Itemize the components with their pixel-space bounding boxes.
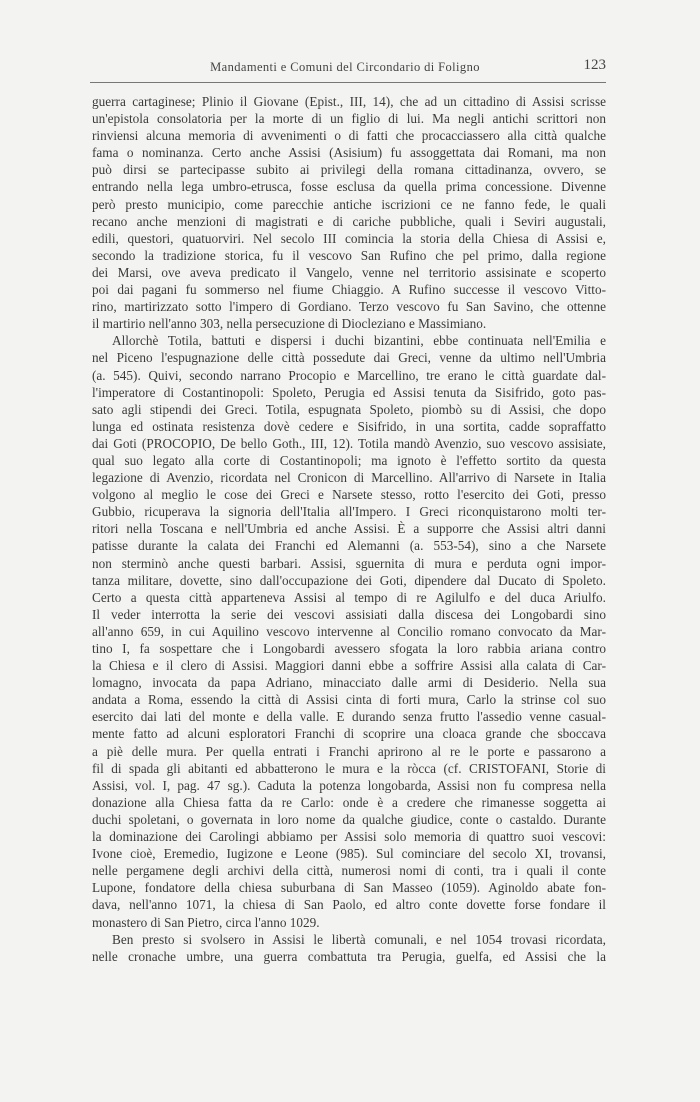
text-line: secondo la tradizione storica, fu il vescovo San Rufino che pel primo, dalla regione bbox=[92, 247, 606, 263]
text-line: ritori nella Toscana e nell'Umbria ed anche Assisi. È a supporre che Assisi altri danni bbox=[92, 521, 606, 537]
text-line: a piè delle mura. Per quella entrati i Franchi aprirono al re le porte e passarono a bbox=[92, 743, 606, 759]
text-line: Ivone cioè, Eremedio, Iugizone e Leone (985). Sul cominciare del secolo XI, trovansi, bbox=[92, 846, 606, 862]
text-line: entrando nella lega umbro-etrusca, fosse esclusa da quella prima concessione. Divenne bbox=[92, 179, 606, 195]
text-line: non sterminò anche questi barbari. Assisi, sguernita di mura e perduta ogni impor- bbox=[92, 555, 606, 571]
text-line: Lupone, fondatore della chiesa suburbana di San Masseo (1059). Aginoldo abate fon- bbox=[92, 880, 606, 896]
text-line: dei Marsi, ove aveva predicato il Vangelo, venne nel territorio assisinate e scoperto bbox=[92, 264, 606, 280]
text-line: Allorchè Totila, battuti e dispersi i duchi bizantini, ebbe continuata nell'Emilia e bbox=[112, 333, 606, 349]
text-line: recano anche menzioni di magistrati e di cariche pubbliche, quali i Seviri augustali, bbox=[92, 213, 606, 229]
text-line: la Chiesa e il clero di Assisi. Maggiori danni ebbe a soffrire Assisi alla calata di Car- bbox=[92, 658, 606, 674]
text-line: mente fatto ad alcuni esploratori Franchi di scoprire una cloaca grande che sboccava bbox=[92, 726, 606, 742]
text-line: tanza militare, dovette, sino dall'occupazione dei Goti, dipendere dal Ducato di Spoleto. bbox=[92, 572, 606, 588]
text-line: però presto municipio, come parecchie antiche iscrizioni ce ne fanno fede, le quali bbox=[92, 196, 606, 212]
text-line: legazione di Avenzio, ricordata nel Cronicon di Marcellino. All'arrivo di Narsete in Italia bbox=[92, 470, 606, 486]
text-line: può dirsi se partecipasse subito ai privilegi della romana cittadinanza, ovvero, se bbox=[92, 162, 606, 178]
body-text bbox=[92, 93, 606, 965]
text-line: volgono al meglio le cose dei Greci e Narsete stesso, rotto l'esercito dei Goti, presso bbox=[92, 487, 606, 503]
text-line: lomagno, invocata da papa Adriano, minacciato dalle armi di Desiderio. Nella sua bbox=[92, 675, 606, 691]
paragraph bbox=[92, 93, 606, 332]
text-line: fil di spada gli abitanti ed abbatterono le mura e la ròcca (cf. CRISTOFANI, Storie di bbox=[92, 760, 606, 776]
text-line: duchi spoletani, o governata in loro nome da qualche giudice, conte o castaldo. Durante bbox=[92, 811, 606, 827]
text-line: poi dai pagani fu sommerso nel fiume Chiaggio. A Rufino successe il vescovo Vitto- bbox=[92, 282, 606, 298]
text-line: rinviensi alcuna memoria di avvenimenti o di fatti che procacciassero alla città qualche bbox=[92, 128, 606, 144]
text-line: sato agli stipendi dei Greci. Totila, espugnata Spoleto, piombò su di Assisi, che dopo bbox=[92, 401, 606, 417]
text-line: nel Piceno l'espugnazione delle città possedute dai Greci, venne da ultimo nell'Umbria bbox=[92, 350, 606, 366]
text-line: dai Goti (PROCOPIO, De bello Goth., III, 12). Totila mandò Avenzio, suo vescovo assisiate, bbox=[92, 435, 606, 451]
text-line: Il veder interrotta la serie dei vescovi assisiati dalla discesa dei Longobardi sino bbox=[92, 606, 606, 622]
paragraph bbox=[92, 931, 606, 965]
text-line: nelle pergamene degli archivi della città, numerosi nomi di conti, tra i quali il conte bbox=[92, 863, 606, 879]
page-number: 123 bbox=[583, 57, 606, 73]
text-line: Ben presto si svolsero in Assisi le libertà comunali, e nel 1054 trovasi ricordata, bbox=[112, 931, 606, 947]
text-line: nelle cronache umbre, una guerra combattuta tra Perugia, guelfa, ed Assisi che la bbox=[92, 948, 606, 964]
text-line: un'epistola consolatoria per la morte di un figlio di lui. Ma negli antichi scrittori non bbox=[92, 111, 606, 127]
text-line: all'anno 659, in cui Aquilino vescovo intervenne al Concilio romano convocato da Mar- bbox=[92, 623, 606, 639]
text-line: edili, questori, quatuorviri. Nel secolo III comincia la storia della Chiesa di Assisi e, bbox=[92, 230, 606, 246]
text-line: andata a Roma, essendo la città di Assisi cinta di forti mura, Carlo la strinse col suo bbox=[92, 692, 606, 708]
text-line: rino, martirizzato sotto l'impero di Gordiano. Terzo vescovo fu San Savino, che ottenne bbox=[92, 299, 606, 315]
text-line: donazione alla Chiesa fatta da re Carlo: onde è a credere che rimanesse soggetta ai bbox=[92, 794, 606, 810]
text-line: tino I, fa sospettare che i Longobardi avessero sfogata la loro rabbia ariana contro bbox=[92, 641, 606, 656]
text-line: Gubbio, ricuperava la signoria dell'Italia all'Impero. I Greci riconquistarono molti ter- bbox=[92, 504, 606, 520]
text-line: qual suo legato alla corte di Costantinopoli; ma ignoto è l'effetto sortito da questa bbox=[92, 452, 606, 468]
text-line: l'imperatore di Costantinopoli: Spoleto, Perugia ed Assisi tenuta da Sisifrido, goto pas- bbox=[92, 384, 606, 400]
text-line: il martirio nell'anno 303, nella persecuzione di Diocleziano e Massimiano. bbox=[92, 316, 487, 332]
header-rule bbox=[90, 82, 606, 83]
text-line: (a. 545). Quivi, secondo narrano Procopio e Marcellino, tre erano le città guardate dal- bbox=[92, 367, 606, 383]
text-line: esercito dai lati del monte e della valle. E durando senza frutto l'assedio venne casual- bbox=[92, 709, 606, 725]
text-line: guerra cartaginese; Plinio il Giovane (Epist., III, 14), che ad un cittadino di Assisi scrisse bbox=[92, 94, 606, 109]
running-title: Mandamenti e Comuni del Circondario di Foligno bbox=[210, 60, 480, 74]
text-line: monastero di San Pietro, circa l'anno 1029. bbox=[92, 914, 320, 930]
text-line: Certo a questa città apparteneva Assisi al tempo di re Agilulfo e del duca Ariulfo. bbox=[92, 589, 606, 605]
text-line: lunga ed ostinata resistenza dovè cedere e Sisifrido, in una sortita, cadde sopraffatto bbox=[92, 418, 606, 434]
paragraph bbox=[92, 332, 606, 930]
text-line: la dominazione dei Carolingi abbiamo per Assisi solo memoria di quattro suoi vescovi: bbox=[92, 829, 606, 845]
text-line: dava, nell'anno 1071, la chiesa di San Paolo, ed altro conte dovette forse fondare il bbox=[92, 897, 606, 913]
text-line: fama o nominanza. Certo anche Assisi (Asisium) fu assoggettata dai Romani, ma non bbox=[92, 145, 606, 161]
text-line: Assisi, vol. I, pag. 47 sg.). Caduta la potenza longobarda, Assisi non fu compresa nella bbox=[92, 777, 606, 793]
text-line: patisse durante la calata dei Franchi ed Alemanni (a. 553-54), sino a che Narsete bbox=[92, 538, 606, 554]
